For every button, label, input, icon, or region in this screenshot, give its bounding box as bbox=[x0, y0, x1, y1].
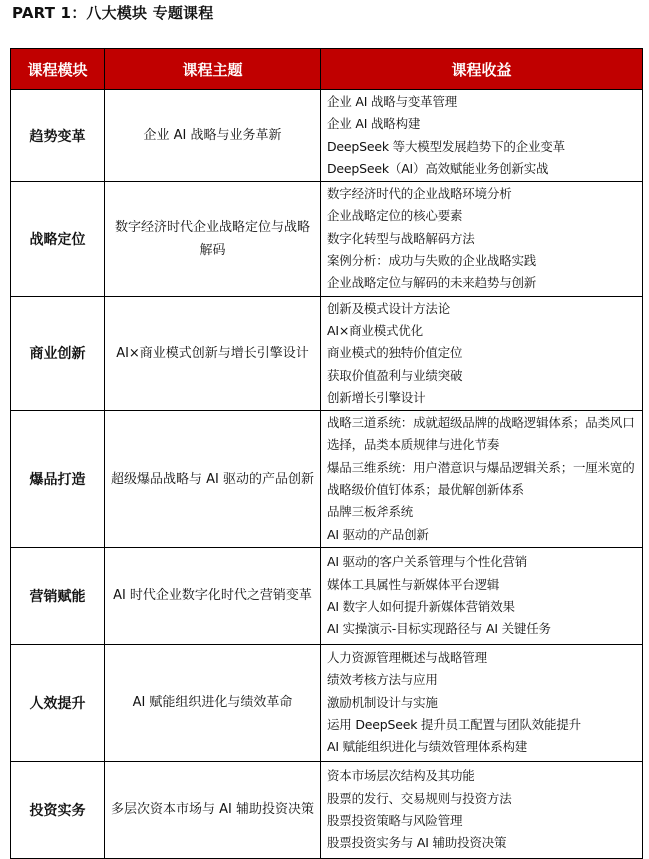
table-body bbox=[11, 90, 643, 859]
benefit-item: 股票投资策略与风险管理 bbox=[327, 812, 463, 828]
benefit-item: 数字经济时代的企业战略环境分析 bbox=[327, 186, 512, 202]
benefit-item: 案例分析：成功与失败的企业战略实践 bbox=[327, 253, 537, 269]
table-row bbox=[11, 411, 643, 548]
module-cell: 爆品打造 bbox=[11, 411, 105, 548]
benefit-item: 创新及模式设计方法论 bbox=[327, 300, 451, 316]
table-row bbox=[11, 644, 643, 761]
benefit-item: 媒体工具属性与新媒体平台逻辑 bbox=[327, 576, 500, 592]
benefit-item: 企业 AI 战略构建 bbox=[327, 116, 421, 132]
benefit-cell bbox=[321, 90, 643, 182]
benefit-item: 创新增长引擎设计 bbox=[327, 389, 426, 405]
benefit-item: 企业 AI 战略与变革管理 bbox=[327, 94, 458, 109]
benefit-cell bbox=[321, 644, 643, 761]
header-module: 课程模块 bbox=[11, 49, 105, 90]
benefit-item: 爆品三维系统：用户潜意识与爆品逻辑关系；一厘米宽的战略级价值钉体系；最优解创新体系 bbox=[327, 459, 635, 498]
module-cell: 人效提升 bbox=[11, 644, 105, 761]
benefit-item: AI 实操演示-目标实现路径与 AI 关键任务 bbox=[327, 621, 551, 637]
benefit-cell bbox=[321, 296, 643, 410]
benefit-item: AI×商业模式优化 bbox=[327, 322, 423, 338]
benefit-cell bbox=[321, 411, 643, 548]
benefit-item: 数字化转型与战略解码方法 bbox=[327, 230, 475, 246]
module-cell: 商业创新 bbox=[11, 296, 105, 410]
benefit-item: 股票投资实务与 AI 辅助投资决策 bbox=[327, 835, 507, 851]
module-cell: 趋势变革 bbox=[11, 90, 105, 182]
topic-cell: AI 时代企业数字化时代之营销变革 bbox=[105, 547, 321, 644]
module-cell: 投资实务 bbox=[11, 761, 105, 858]
benefit-item: AI 数字人如何提升新媒体营销效果 bbox=[327, 598, 515, 614]
header-topic: 课程主题 bbox=[105, 49, 321, 90]
benefit-item: 战略三道系统：成就超级品牌的战略逻辑体系；品类风口选择，品类本质规律与进化节奏 bbox=[327, 415, 635, 453]
benefit-item: 企业战略定位与解码的未来趋势与创新 bbox=[327, 275, 537, 291]
benefit-item: 商业模式的独特价值定位 bbox=[327, 345, 463, 361]
topic-cell: 数字经济时代企业战略定位与战略解码 bbox=[105, 182, 321, 296]
benefit-item: 企业战略定位的核心要素 bbox=[327, 208, 463, 224]
benefit-item: 运用 DeepSeek 提升员工配置与团队效能提升 bbox=[327, 717, 581, 733]
table-row bbox=[11, 90, 643, 182]
topic-cell: AI 赋能组织进化与绩效革命 bbox=[105, 644, 321, 761]
header-benefit: 课程收益 bbox=[321, 49, 643, 90]
benefit-item: DeepSeek 等大模型发展趋势下的企业变革 bbox=[327, 138, 565, 154]
course-table bbox=[10, 48, 643, 859]
section-heading: PART 1：八大模块 专题课程 bbox=[12, 4, 214, 22]
table-row bbox=[11, 182, 643, 296]
table-row bbox=[11, 547, 643, 644]
benefit-item: 获取价值盈利与业绩突破 bbox=[327, 367, 463, 383]
module-cell: 营销赋能 bbox=[11, 547, 105, 644]
header-row bbox=[11, 49, 643, 90]
topic-cell: 多层次资本市场与 AI 辅助投资决策 bbox=[105, 761, 321, 858]
topic-cell: 企业 AI 战略与业务革新 bbox=[105, 90, 321, 182]
benefit-item: 品牌三板斧系统 bbox=[327, 504, 414, 520]
benefit-item: 股票的发行、交易规则与投资方法 bbox=[327, 790, 512, 806]
topic-cell: 超级爆品战略与 AI 驱动的产品创新 bbox=[105, 411, 321, 548]
benefit-item: AI 驱动的产品创新 bbox=[327, 526, 429, 542]
benefit-item: 资本市场层次结构及其功能 bbox=[327, 768, 475, 784]
module-cell: 战略定位 bbox=[11, 182, 105, 296]
topic-cell: AI×商业模式创新与增长引擎设计 bbox=[105, 296, 321, 410]
benefit-cell bbox=[321, 182, 643, 296]
benefit-cell bbox=[321, 761, 643, 858]
benefit-item: 绩效考核方法与应用 bbox=[327, 672, 438, 688]
benefit-item: AI 驱动的客户关系管理与个性化营销 bbox=[327, 554, 528, 570]
benefit-cell bbox=[321, 547, 643, 644]
table-row bbox=[11, 296, 643, 410]
benefit-item: AI 赋能组织进化与绩效管理体系构建 bbox=[327, 739, 528, 755]
benefit-item: 人力资源管理概述与战略管理 bbox=[327, 650, 487, 666]
benefit-item: 激励机制设计与实施 bbox=[327, 694, 438, 710]
table-header bbox=[11, 49, 643, 90]
benefit-item: DeepSeek（AI）高效赋能业务创新实战 bbox=[327, 160, 549, 176]
table-row bbox=[11, 761, 643, 858]
